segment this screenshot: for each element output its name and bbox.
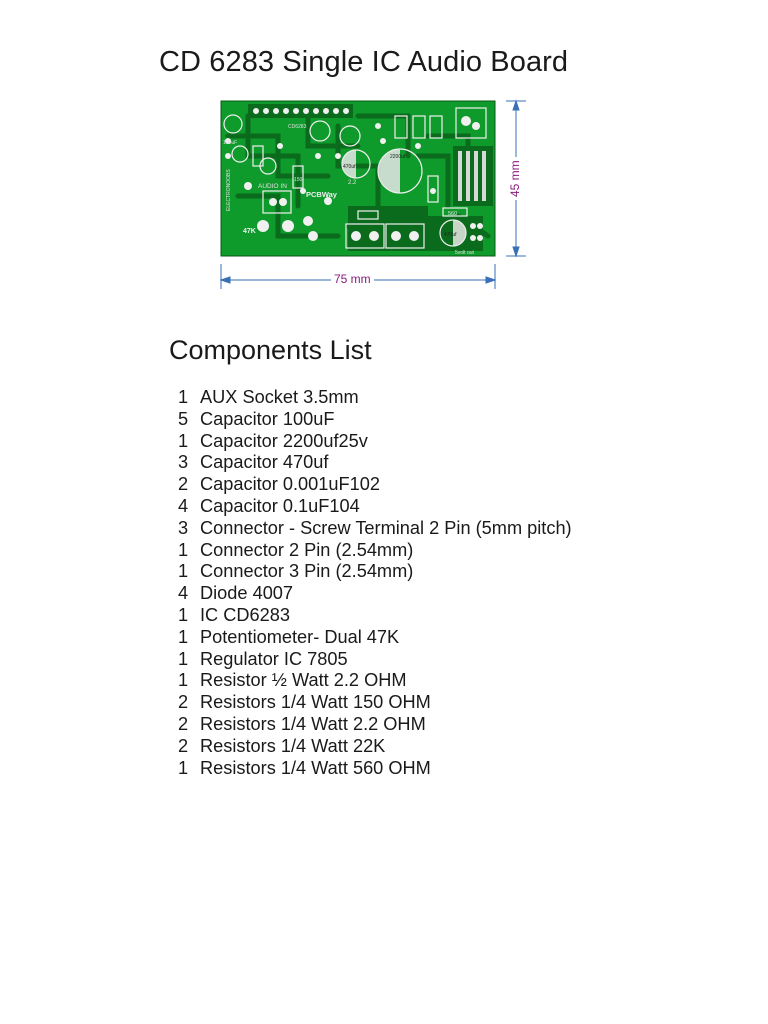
pcb-out-label: 5volt out (455, 250, 474, 256)
component-quantity: 2 (178, 474, 189, 495)
pcb-res-560-label: 560 (448, 211, 458, 217)
component-name: Regulator IC 7805 (200, 648, 348, 669)
component-quantity: 1 (178, 387, 189, 407)
component-item (178, 627, 572, 649)
component-item (178, 758, 572, 780)
component-item (178, 431, 572, 453)
pcb-cap-100-label: 100uF (223, 140, 238, 146)
component-name: Potentiometer- Dual 47K (200, 626, 400, 647)
component-quantity: 1 (178, 757, 189, 778)
component-name: Capacitor 470uf (200, 452, 329, 473)
component-name: Capacitor 0.001uF102 (200, 474, 380, 495)
component-item (178, 736, 572, 758)
component-item (178, 714, 572, 736)
component-item (178, 540, 572, 562)
component-quantity: 4 (178, 495, 189, 516)
component-item (178, 496, 572, 518)
component-quantity: 1 (178, 604, 189, 625)
pcb-res-2-2-label: 2.2 (348, 180, 357, 186)
component-item (178, 452, 572, 474)
pcb-board-image (218, 96, 538, 296)
pcb-brand-label: PCBWay (306, 190, 337, 199)
component-quantity: 3 (178, 517, 189, 538)
pcb-ic-label: CD6283 (288, 124, 307, 130)
components-list (178, 387, 572, 779)
component-quantity: 5 (178, 408, 189, 429)
component-quantity: 2 (178, 735, 189, 756)
component-quantity: 1 (178, 626, 189, 647)
pcb-cap-470-label: 470uf (343, 164, 356, 170)
pcb-res-150-label: 150 (294, 177, 303, 183)
component-item (178, 518, 572, 540)
component-name: Capacitor 100uF (200, 408, 335, 429)
component-item (178, 583, 572, 605)
page-title: CD 6283 Single IC Audio Board (159, 46, 569, 78)
component-item (178, 561, 572, 583)
component-item (178, 387, 572, 409)
component-quantity: 1 (178, 648, 189, 669)
component-quantity: 4 (178, 583, 189, 604)
pcb-cap-470-label-2: 470uf (444, 232, 457, 238)
pcb-side-label: ELECTRONOOBS (226, 169, 232, 211)
board-height-label: 45 mm (508, 157, 522, 200)
component-name: Connector - Screw Terminal 2 Pin (5mm pitch) (200, 517, 572, 538)
pcb-figure (218, 96, 538, 296)
components-heading: Components List (169, 335, 372, 365)
component-quantity: 1 (178, 430, 189, 451)
component-quantity: 1 (178, 539, 189, 560)
component-item (178, 409, 572, 431)
component-name: IC CD6283 (200, 604, 290, 625)
component-quantity: 2 (178, 713, 189, 734)
component-item (178, 649, 572, 671)
component-name: Resistors 1/4 Watt 2.2 OHM (200, 713, 426, 734)
pcb-input-label: AUDIO IN (258, 183, 287, 190)
component-item (178, 692, 572, 714)
component-quantity: 2 (178, 692, 189, 713)
component-name: Capacitor 2200uf25v (200, 430, 368, 451)
component-item (178, 474, 572, 496)
component-name: Capacitor 0.1uF104 (200, 495, 360, 516)
component-name: AUX Socket 3.5mm (200, 387, 359, 407)
pcb-pot-label: 47K (243, 228, 256, 235)
component-name: Diode 4007 (200, 583, 294, 604)
component-name: Connector 2 Pin (2.54mm) (200, 539, 414, 560)
component-name: Resistor ½ Watt 2.2 OHM (200, 670, 407, 691)
component-quantity: 1 (178, 670, 189, 691)
component-name: Resistors 1/4 Watt 150 OHM (200, 692, 431, 713)
component-quantity: 1 (178, 561, 189, 582)
board-width-label: 75 mm (331, 272, 374, 286)
component-name: Connector 3 Pin (2.54mm) (200, 561, 414, 582)
pcb-cap-2200-label: 2200uf (390, 154, 406, 160)
component-item (178, 605, 572, 627)
component-quantity: 3 (178, 452, 189, 473)
component-name: Resistors 1/4 Watt 560 OHM (200, 757, 431, 778)
component-item (178, 670, 572, 692)
component-name: Resistors 1/4 Watt 22K (200, 735, 386, 756)
